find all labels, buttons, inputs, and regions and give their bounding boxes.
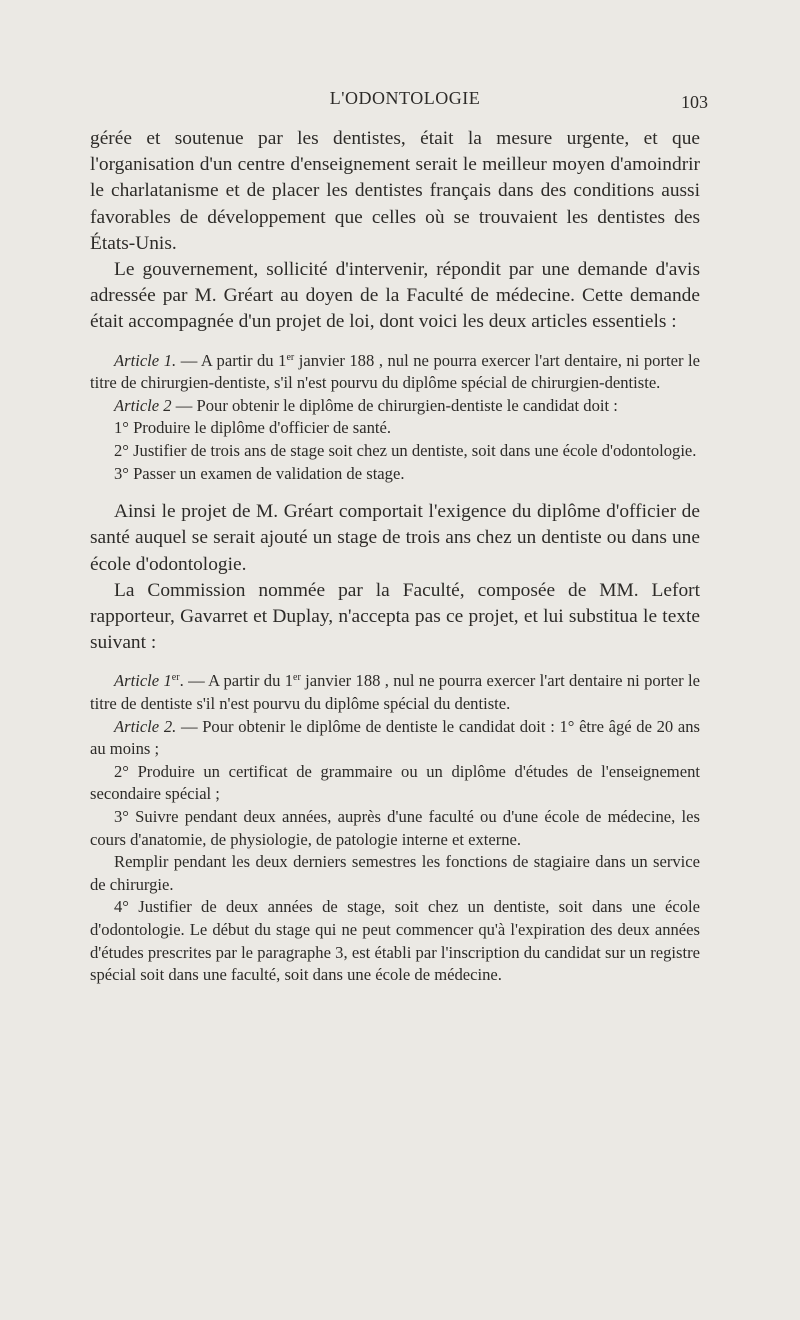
projet-article-2 (90, 395, 700, 418)
page-header (90, 88, 720, 116)
projet-article-2-label: Article 2 (114, 395, 172, 415)
projet-article-1-text-start: — A partir du 1 (176, 350, 287, 370)
ordinal-superscript: er (293, 672, 301, 684)
running-title: L'ODONTOLOGIE (329, 88, 481, 108)
page-body (90, 126, 700, 1001)
commission-item-2: 2° Produire un certificat de grammaire ou un diplôme d'études de l'enseignement secondaire spécial ; (90, 761, 700, 804)
commission-article-1 (90, 670, 700, 715)
page-number: 103 (681, 92, 708, 112)
commission-article-1-text-start: — A partir du 1 (183, 671, 294, 691)
commission-article-2-text: — Pour obtenir le diplôme de dentiste le candidat doit : 1° être âgé de 20 ans au moins ; (90, 716, 700, 759)
projet-item-2: 2° Justifier de trois ans de stage soit chez un dentiste, soit dans une école d'odontologie. (114, 441, 697, 460)
commission-article-2-label: Article 2. (114, 716, 177, 736)
paragraph-1: gérée et soutenue par les dentistes, était la mesure urgente, et que l'organisation d'un centre d'enseignement serait le meilleur moyen d'amoindrir le charlatanisme et de placer les dentistes français dans des conditions aussi favorables de développement que celles où se trouvaient les dentistes des États-Unis. (90, 128, 700, 254)
commission-article-1-label: Article 1 (114, 671, 172, 691)
commission-item-3: 3° Suivre pendant deux années, auprès d'une faculté ou d'une école de médecine, les cours d'anatomie, de physiologie, de patologie interne et externe. (90, 806, 700, 849)
commission-articles (90, 670, 700, 986)
ordinal-superscript: er (171, 672, 180, 684)
projet-article-1-label: Article 1. (114, 350, 177, 370)
projet-item-1: 1° Produire le diplôme d'officier de santé. (114, 418, 392, 438)
commission-article-2 (90, 716, 700, 761)
ordinal-superscript: er (286, 351, 295, 363)
projet-article-1-text-end: janvier 188 , nul ne pourra exercer l'art dentaire, ni porter le titre de chirurgien-dentiste, s'il n'est pourvu du diplôme spécial de chirurgien-dentiste. (90, 350, 701, 393)
projet-article-1 (90, 350, 700, 395)
projet-item-3: 3° Passer un examen de validation de stage. (114, 463, 405, 483)
label-period: . (179, 671, 184, 691)
commission-item-3b: Remplir pendant les deux derniers semestres les fonctions de stagiaire dans un service de chirurgie. (90, 852, 700, 894)
projet-de-loi-articles (90, 350, 700, 486)
paragraph-2: Le gouvernement, sollicité d'intervenir, répondit par une demande d'avis adressée par M. Gréart au doyen de la Faculté de médecine. Cette demande était accompagnée d'un projet de loi, dont voici les deux articles essentiels : (90, 259, 700, 333)
paragraph-3: Ainsi le projet de M. Gréart comportait l'exigence du diplôme d'officier de santé auquel se serait ajouté un stage de trois ans chez un dentiste ou dans une école d'odontologie. (90, 501, 700, 575)
commission-article-1-text-end: janvier 188 , nul ne pourra exercer l'art dentaire ni porter le titre de dentiste s'il n'est pourvu du diplôme spécial du dentiste. (90, 671, 701, 713)
commission-item-4: 4° Justifier de deux années de stage, soit chez un dentiste, soit dans une école d'odontologie. Le début du stage qui ne peut commencer qu'à l'expiration des deux années d'études prescrites par le paragraphe 3, est établi par l'inscription du candidat sur un registre spécial soit dans une faculté, soit dans une école de médecine. (90, 897, 700, 985)
paragraph-4: La Commission nommée par la Faculté, composée de MM. Lefort rapporteur, Gavarret et Duplay, n'accepta pas ce projet, et lui substitua le texte suivant : (90, 579, 700, 654)
projet-article-2-text: — Pour obtenir le diplôme de chirurgien-dentiste le candidat doit : (171, 395, 618, 415)
